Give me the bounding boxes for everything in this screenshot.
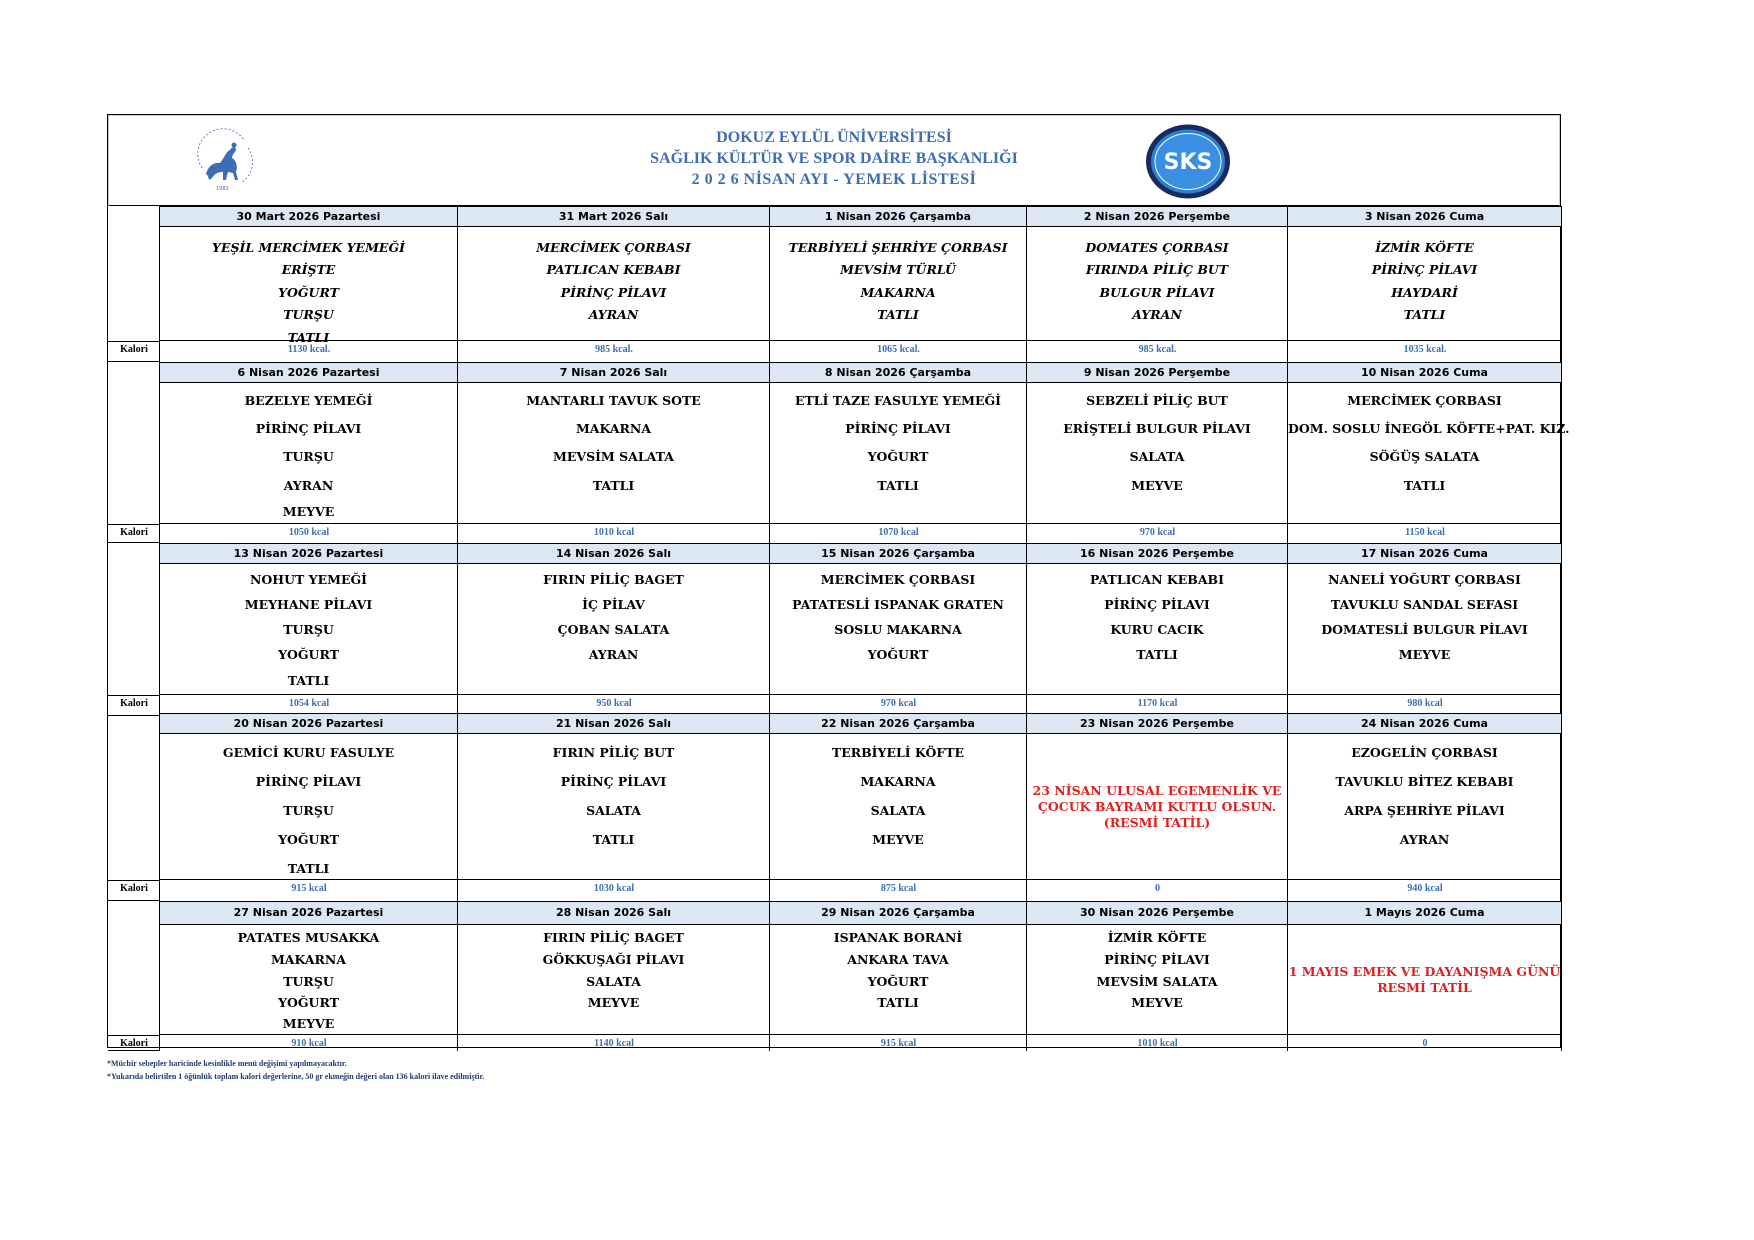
calorie-cell: [458, 341, 770, 362]
dish-item: TATLI: [287, 861, 330, 876]
day-menu-cell: [1027, 227, 1288, 341]
university-title: DOKUZ EYLÜL ÜNİVERSİTESİ: [716, 129, 952, 146]
dish-item: SALATA: [1129, 449, 1185, 464]
calorie-value: 875 kcal: [880, 883, 917, 894]
dish-item: SEBZELİ PİLİÇ BUT: [1086, 393, 1228, 408]
calorie-value: 985 kcal.: [1138, 344, 1177, 355]
dish-item: GEMİCİ KURU FASULYE: [222, 745, 395, 760]
dish-item: SALATA: [586, 974, 641, 989]
day-menu-cell: [770, 925, 1027, 1035]
day-menu-cell: [1027, 925, 1288, 1035]
calorie-value: 0: [1422, 1038, 1428, 1049]
day-menu-cell: [160, 925, 458, 1035]
dish-item: PİRİNÇ PİLAVI: [1371, 262, 1478, 277]
calorie-cell: [770, 524, 1027, 543]
row-label-cell: [108, 362, 160, 543]
dish-item: TERBİYELİ KÖFTE: [831, 745, 965, 760]
dish-item: TATLI: [877, 307, 919, 322]
dish-item: MEYVE: [282, 504, 335, 519]
dish-item: PATATES MUSAKKA: [237, 930, 380, 945]
dish-item: DOM. SOSLU İNEGÖL KÖFTE+PAT. KIZ.: [1288, 421, 1570, 436]
dish-item: TATLI: [287, 330, 330, 345]
calorie-cell: [770, 1035, 1027, 1051]
dish-item: FIRIN PİLİÇ BAGET: [543, 930, 684, 945]
dish-item: DOMATES ÇORBASI: [1085, 240, 1229, 255]
day-menu-cell: [458, 383, 770, 524]
dish-item: SALATA: [870, 803, 926, 818]
calorie-cell: [1027, 524, 1288, 543]
dish-item: YOĞURT: [278, 285, 339, 300]
calorie-cell: [1027, 1035, 1288, 1051]
calorie-value: 1030 kcal: [593, 883, 635, 894]
day-date-header: 31 Mart 2026 Salı: [458, 206, 770, 227]
calorie-value: 1035 kcal.: [1403, 344, 1447, 355]
calorie-value: 1054 kcal: [288, 698, 330, 709]
day-menu-cell: [1027, 383, 1288, 524]
calorie-value: 910 kcal: [291, 1038, 327, 1049]
calorie-value: 940 kcal: [1407, 883, 1443, 894]
day-menu-cell: [770, 564, 1027, 695]
kalori-label: Kalori: [120, 344, 148, 355]
calorie-value: 980 kcal: [1407, 698, 1443, 709]
dish-item: MEVSİM SALATA: [553, 449, 674, 464]
week-row: [108, 206, 1560, 362]
dish-item: TATLI: [1403, 478, 1446, 493]
dish-item: YOĞURT: [278, 647, 339, 662]
dish-item: YOĞURT: [278, 832, 339, 847]
dish-item: TATLI: [592, 832, 635, 847]
holiday-notice: 23 NİSAN ULUSAL EGEMENLİK VE: [1032, 783, 1282, 798]
dish-item: PİRİNÇ PİLAVI: [560, 285, 667, 300]
calorie-cell: [160, 524, 458, 543]
row-label-cell: [108, 901, 160, 1051]
dish-item: TATLI: [1136, 647, 1178, 662]
day-date-header: 30 Nisan 2026 Perşembe: [1027, 901, 1288, 925]
calorie-cell: [458, 524, 770, 543]
dish-item: DOMATESLİ BULGUR PİLAVI: [1321, 622, 1528, 637]
dish-item: ARPA ŞEHRİYE PİLAVI: [1344, 803, 1505, 818]
day-date-header: 10 Nisan 2026 Cuma: [1288, 362, 1562, 383]
calorie-value: 1150 kcal: [1405, 527, 1445, 538]
dish-item: ANKARA TAVA: [847, 952, 949, 967]
menu-title: 2 0 2 6 NİSAN AYI - YEMEK LİSTESİ: [691, 171, 977, 188]
calorie-value: 985 kcal.: [595, 344, 633, 355]
kalori-separator: [108, 524, 160, 525]
dish-item: MAKARNA: [270, 952, 347, 967]
dish-item: KURU CACIK: [1110, 622, 1204, 637]
dish-item: MAKARNA: [575, 421, 652, 436]
day-date-header: 20 Nisan 2026 Pazartesi: [160, 713, 458, 734]
dish-item: İZMİR KÖFTE: [1375, 240, 1474, 255]
dish-item: MERCİMEK ÇORBASI: [1347, 393, 1502, 408]
day-date-header: 27 Nisan 2026 Pazartesi: [160, 901, 458, 925]
dish-item: AYRAN: [1132, 307, 1182, 322]
calorie-value: 1140 kcal: [594, 1038, 634, 1049]
calorie-value: 1070 kcal: [878, 527, 919, 538]
day-date-header: 22 Nisan 2026 Çarşamba: [770, 713, 1027, 734]
day-menu-cell: [1288, 383, 1570, 524]
dish-item: YOĞURT: [867, 449, 929, 464]
day-date-header: 13 Nisan 2026 Pazartesi: [160, 543, 458, 564]
day-date-header: 21 Nisan 2026 Salı: [458, 713, 770, 734]
day-menu-cell: [160, 227, 458, 345]
dish-item: TAVUKLU BİTEZ KEBABI: [1335, 774, 1514, 789]
kalori-separator: [108, 1035, 160, 1036]
dish-item: SALATA: [586, 803, 641, 818]
dish-item: TATLI: [287, 673, 330, 688]
day-menu-cell: [1288, 925, 1562, 1035]
dish-item: TATLI: [877, 995, 919, 1010]
page-header: [108, 115, 1560, 206]
day-menu-cell: [458, 925, 770, 1035]
kalori-label: Kalori: [120, 1038, 148, 1049]
dish-item: ERİŞTE: [281, 262, 336, 277]
day-date-header: 23 Nisan 2026 Perşembe: [1027, 713, 1288, 734]
holiday-notice: ÇOCUK BAYRAMI KUTLU OLSUN.: [1037, 799, 1277, 814]
sks-logo-text: SKS: [1163, 150, 1213, 175]
dish-item: MEYVE: [282, 1016, 335, 1031]
dish-item: TERBİYELİ ŞEHRİYE ÇORBASI: [788, 240, 1008, 255]
dish-item: MEYVE: [1131, 995, 1183, 1010]
calorie-cell: [1027, 880, 1288, 901]
holiday-notice: 1 MAYIS EMEK VE DAYANIŞMA GÜNÜ: [1288, 964, 1561, 979]
calorie-value: 1065 kcal.: [877, 344, 920, 355]
dish-item: TURŞU: [283, 307, 334, 322]
dish-item: AYRAN: [588, 307, 639, 322]
calorie-value: 970 kcal: [1139, 527, 1176, 538]
day-date-header: 28 Nisan 2026 Salı: [458, 901, 770, 925]
day-menu-cell: [458, 564, 770, 695]
dish-item: PİRİNÇ PİLAVI: [845, 421, 951, 436]
calorie-cell: [1288, 341, 1562, 362]
dish-item: EZOGELİN ÇORBASI: [1351, 745, 1498, 760]
day-date-header: 29 Nisan 2026 Çarşamba: [770, 901, 1027, 925]
calorie-cell: [1027, 341, 1288, 362]
calorie-value: 970 kcal: [880, 698, 917, 709]
dish-item: MERCİMEK ÇORBASI: [820, 572, 976, 587]
dish-item: BULGUR PİLAVI: [1099, 285, 1215, 300]
dish-item: GÖKKUŞAĞI PİLAVI: [542, 952, 685, 967]
row-label-cell: [108, 713, 160, 901]
kalori-separator: [108, 341, 160, 342]
calorie-value: 950 kcal: [596, 698, 632, 709]
dish-item: YOĞURT: [867, 974, 929, 989]
kalori-label: Kalori: [120, 527, 148, 538]
dish-item: ETLİ TAZE FASULYE YEMEĞİ: [794, 393, 1002, 408]
calorie-cell: [160, 880, 458, 901]
day-date-header: 8 Nisan 2026 Çarşamba: [770, 362, 1027, 383]
dish-item: SÖĞÜŞ SALATA: [1369, 449, 1480, 464]
dish-item: MEVSİM SALATA: [1096, 974, 1218, 989]
dish-item: MEYVE: [1131, 478, 1183, 493]
kalori-label: Kalori: [120, 698, 148, 709]
dish-item: YOĞURT: [867, 647, 929, 662]
dish-item: TURŞU: [283, 449, 334, 464]
calorie-cell: [1288, 524, 1562, 543]
dish-item: BEZELYE YEMEĞİ: [244, 393, 373, 408]
dish-item: FIRIN PİLİÇ BAGET: [543, 572, 684, 587]
dish-item: MAKARNA: [860, 285, 936, 300]
calorie-value: 1010 kcal: [593, 527, 635, 538]
day-menu-cell: [1288, 734, 1562, 880]
calorie-value: 1050 kcal: [288, 527, 330, 538]
dish-item: NANELİ YOĞURT ÇORBASI: [1328, 572, 1521, 587]
day-menu-cell: [1288, 564, 1562, 695]
day-date-header: 2 Nisan 2026 Perşembe: [1027, 206, 1288, 227]
dish-item: TATLI: [1403, 307, 1446, 322]
calorie-cell: [770, 341, 1027, 362]
footnote: *Yukarıda belirtilen 1 öğünlük toplam kalori değerlerine, 50 gr ekmeğin değeri olan 136 kalori ilave edilmiştir.: [107, 1072, 485, 1081]
day-menu-cell: [1027, 734, 1288, 880]
calorie-cell: [160, 341, 458, 362]
calorie-cell: [1288, 880, 1562, 901]
day-date-header: 3 Nisan 2026 Cuma: [1288, 206, 1562, 227]
dish-item: PİRİNÇ PİLAVI: [1104, 952, 1210, 967]
calorie-cell: [160, 1035, 458, 1051]
row-label-cell: [108, 543, 160, 716]
dish-item: MANTARLI TAVUK SOTE: [526, 393, 701, 408]
kalori-separator: [108, 880, 160, 881]
dish-item: PATLICAN KEBABI: [1090, 572, 1224, 587]
logo-year: 1982: [216, 186, 229, 192]
day-date-header: 6 Nisan 2026 Pazartesi: [160, 362, 458, 383]
day-date-header: 7 Nisan 2026 Salı: [458, 362, 770, 383]
calorie-value: 1130 kcal.: [287, 344, 331, 355]
dish-item: FIRINDA PİLİÇ BUT: [1085, 262, 1229, 277]
calorie-cell: [458, 1035, 770, 1051]
day-date-header: 24 Nisan 2026 Cuma: [1288, 713, 1562, 734]
calorie-value: 915 kcal: [880, 1038, 917, 1049]
dish-item: MEYHANE PİLAVI: [244, 597, 373, 612]
dish-item: İZMİR KÖFTE: [1107, 930, 1207, 945]
dish-item: TURŞU: [283, 622, 334, 637]
day-date-header: 15 Nisan 2026 Çarşamba: [770, 543, 1027, 564]
day-menu-cell: [160, 383, 458, 524]
dish-item: MEYVE: [872, 832, 924, 847]
day-date-header: 1 Mayıs 2026 Cuma: [1288, 901, 1562, 925]
dish-item: TAVUKLU SANDAL SEFASI: [1330, 597, 1519, 612]
day-menu-cell: [1027, 564, 1288, 695]
dish-item: TURŞU: [283, 974, 334, 989]
calorie-cell: [458, 880, 770, 901]
kalori-separator: [108, 695, 160, 696]
day-date-header: 14 Nisan 2026 Salı: [458, 543, 770, 564]
dish-item: PİRİNÇ PİLAVI: [1104, 597, 1210, 612]
day-menu-cell: [160, 734, 458, 880]
week-row: [108, 543, 1560, 716]
day-menu-cell: [1288, 227, 1562, 341]
week-row: [108, 713, 1560, 901]
footnote: *Mücbir sebepler haricinde kesinlikle menü değişimi yapılmayacaktır.: [107, 1059, 347, 1068]
dish-item: NOHUT YEMEĞİ: [249, 572, 368, 587]
row-label-cell: [108, 206, 160, 362]
footnotes: [107, 1057, 484, 1083]
dish-item: MEYVE: [587, 995, 640, 1010]
dish-item: TATLI: [877, 478, 919, 493]
dish-item: MEVSİM TÜRLÜ: [840, 262, 956, 277]
dish-item: MERCİMEK ÇORBASI: [536, 240, 691, 255]
dish-item: SOSLU MAKARNA: [834, 622, 962, 637]
day-menu-cell: [458, 734, 770, 880]
sks-logo: [1144, 123, 1232, 200]
day-menu-cell: [770, 734, 1027, 880]
day-date-header: 17 Nisan 2026 Cuma: [1288, 543, 1562, 564]
dish-item: PİRİNÇ PİLAVI: [255, 421, 362, 436]
holiday-notice: (RESMİ TATİL): [1103, 815, 1211, 830]
dish-item: TURŞU: [283, 803, 334, 818]
dish-item: AYRAN: [283, 478, 334, 493]
holiday-notice: RESMİ TATİL: [1377, 980, 1472, 995]
dish-item: FIRIN PİLİÇ BUT: [552, 745, 675, 760]
dish-item: ERİŞTELİ BULGUR PİLAVI: [1063, 421, 1251, 436]
dish-item: TATLI: [592, 478, 635, 493]
day-menu-cell: [770, 383, 1027, 524]
menu-sheet: [107, 114, 1570, 1049]
dish-item: PATATESLİ ISPANAK GRATEN: [792, 597, 1004, 612]
dish-item: PİRİNÇ PİLAVI: [255, 774, 362, 789]
dish-item: AYRAN: [588, 647, 639, 662]
calorie-value: 1010 kcal: [1137, 1038, 1178, 1049]
dish-item: YOĞURT: [278, 995, 339, 1010]
dish-item: İÇ PİLAV: [582, 597, 645, 612]
day-menu-cell: [770, 227, 1027, 341]
day-date-header: 30 Mart 2026 Pazartesi: [160, 206, 458, 227]
day-date-header: 1 Nisan 2026 Çarşamba: [770, 206, 1027, 227]
calorie-cell: [1288, 1035, 1562, 1051]
day-date-header: 16 Nisan 2026 Perşembe: [1027, 543, 1288, 564]
dish-item: HAYDARİ: [1391, 285, 1458, 300]
calorie-value: 915 kcal: [291, 883, 327, 894]
calorie-value: 1170 kcal: [1137, 698, 1178, 709]
calorie-cell: [770, 880, 1027, 901]
calorie-value: 0: [1155, 883, 1160, 894]
dish-item: PATLICAN KEBABI: [546, 262, 681, 277]
kalori-label: Kalori: [120, 883, 148, 894]
dish-item: YEŞİL MERCİMEK YEMEĞİ: [212, 240, 405, 255]
department-title: SAĞLIK KÜLTÜR VE SPOR DAİRE BAŞKANLIĞI: [650, 150, 1018, 167]
dish-item: MAKARNA: [860, 774, 936, 789]
dish-item: AYRAN: [1399, 832, 1450, 847]
day-menu-cell: [458, 227, 770, 341]
day-date-header: 9 Nisan 2026 Perşembe: [1027, 362, 1288, 383]
week-row: [108, 362, 1570, 543]
week-row: [108, 901, 1560, 1051]
dish-item: MEYVE: [1398, 647, 1451, 662]
dish-item: ÇOBAN SALATA: [557, 622, 670, 637]
dish-item: PİRİNÇ PİLAVI: [560, 774, 667, 789]
day-menu-cell: [160, 564, 458, 695]
dish-item: ISPANAK BORANİ: [833, 930, 963, 945]
